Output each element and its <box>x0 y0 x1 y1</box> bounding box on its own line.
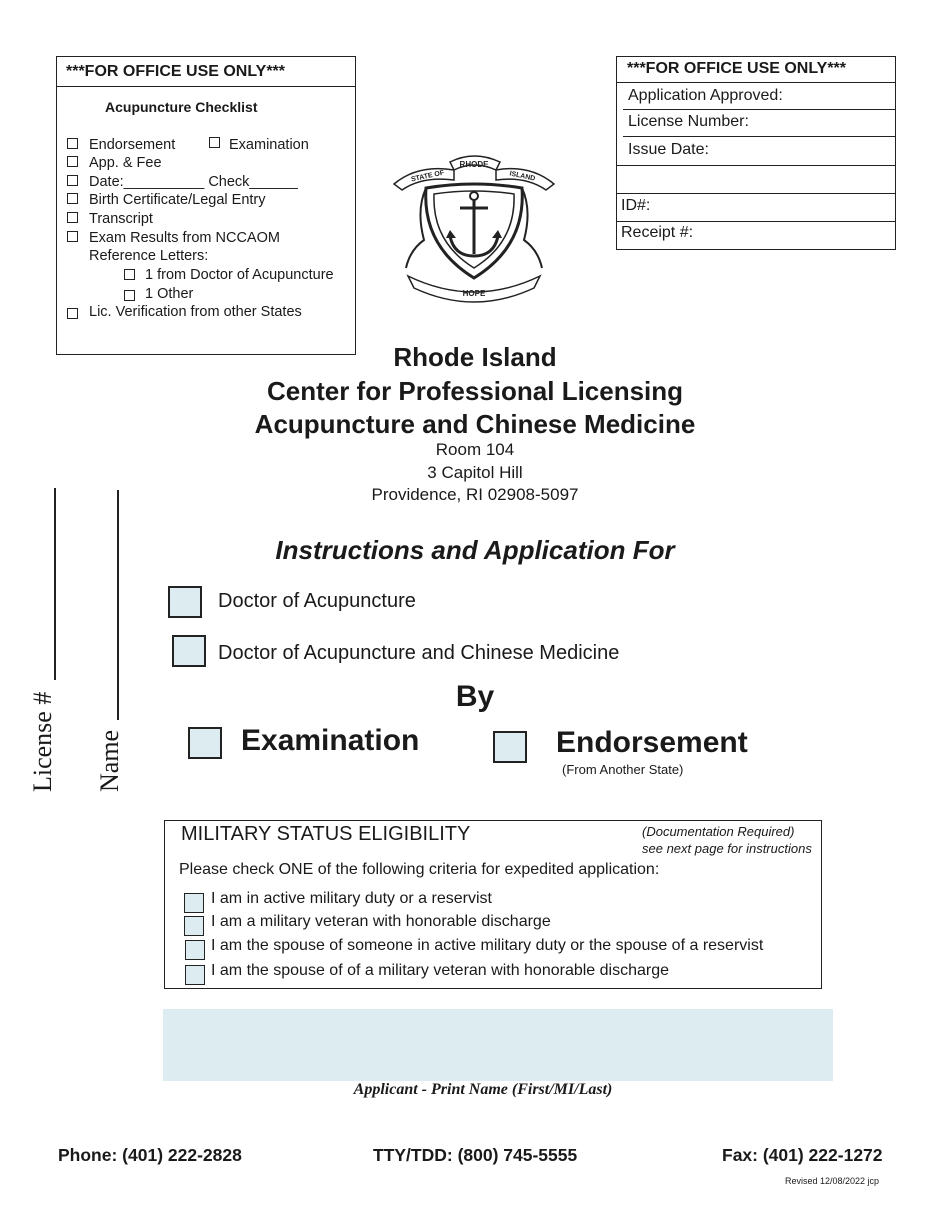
label-ref-doctor: 1 from Doctor of Acupuncture <box>145 267 334 283</box>
military-status-box <box>164 820 822 989</box>
checkbox-app-fee[interactable] <box>67 156 78 167</box>
documentation-required-note: (Documentation Required) <box>642 824 795 839</box>
title-state: Rhode Island <box>393 342 557 372</box>
checkbox-active-military[interactable] <box>184 893 204 913</box>
checkbox-ref-doctor[interactable] <box>124 269 135 280</box>
office-use-header: ***FOR OFFICE USE ONLY*** <box>57 57 355 87</box>
seal-right-text: ISLAND <box>508 170 536 183</box>
application-heading: Instructions and Application For <box>275 535 675 565</box>
label-transcript: Transcript <box>89 211 153 227</box>
label-date-check: Date:__________ Check______ <box>89 174 298 190</box>
title-center: Center for Professional Licensing <box>266 376 684 406</box>
applicant-name-caption: Applicant - Print Name (First/MI/Last) <box>353 1081 613 1098</box>
office-use-header-right: ***FOR OFFICE USE ONLY*** <box>627 60 847 77</box>
checkbox-by-examination[interactable] <box>188 727 222 759</box>
checkbox-endorsement[interactable] <box>67 138 78 149</box>
field-license-number: License Number: <box>628 113 749 130</box>
checklist-title: Acupuncture Checklist <box>105 99 258 115</box>
checkbox-military-veteran[interactable] <box>184 916 204 936</box>
checkbox-doctor-of-acupuncture[interactable] <box>168 586 202 618</box>
divider <box>617 221 895 222</box>
checkbox-spouse-active-military[interactable] <box>185 940 205 960</box>
checkbox-by-endorsement[interactable] <box>493 731 527 763</box>
label-birth-certificate: Birth Certificate/Legal Entry <box>89 192 266 208</box>
checkbox-date-check[interactable] <box>67 175 78 186</box>
military-instruction: Please check ONE of the following criteria for expedited application: <box>179 861 660 878</box>
checkbox-doctor-acupuncture-chinese-medicine[interactable] <box>172 635 206 667</box>
label-examination: Examination <box>241 724 420 757</box>
checkbox-examination[interactable] <box>209 137 220 148</box>
see-next-page-note: see next page for instructions <box>642 841 812 856</box>
address-street: 3 Capitol Hill <box>427 463 523 482</box>
footer-fax: Fax: (401) 222-1272 <box>722 1145 883 1165</box>
label-exam-results: Exam Results from NCCAOM <box>89 230 280 246</box>
checkbox-birth-certificate[interactable] <box>67 193 78 204</box>
footer-tty: TTY/TDD: (800) 745-5555 <box>373 1145 578 1165</box>
applicant-name-input[interactable] <box>163 1009 833 1081</box>
label-spouse-veteran: I am the spouse of of a military veteran with honorable discharge <box>211 962 670 979</box>
label-ref-other: 1 Other <box>145 286 194 302</box>
military-title: MILITARY STATUS ELIGIBILITY <box>181 823 471 845</box>
endorsement-note: (From Another State) <box>562 762 684 777</box>
label-endorsement: Endorsement <box>89 137 176 153</box>
checkbox-lic-verification[interactable] <box>67 308 78 319</box>
label-app-fee: App. & Fee <box>89 155 162 171</box>
checkbox-spouse-veteran[interactable] <box>185 965 205 985</box>
divider <box>617 82 895 83</box>
license-number-label: License # <box>28 691 57 792</box>
checkbox-transcript[interactable] <box>67 212 78 223</box>
label-doctor-acupuncture-chinese-medicine: Doctor of Acupuncture and Chinese Medicine <box>218 642 620 664</box>
label-examination: Examination <box>229 137 309 153</box>
field-receipt: Receipt #: <box>621 224 694 241</box>
label-doctor-of-acupuncture: Doctor of Acupuncture <box>218 590 416 612</box>
seal-left-text: STATE OF <box>410 169 445 184</box>
rhode-island-seal-logo <box>388 150 560 310</box>
label-reference-letters: Reference Letters: <box>89 248 209 264</box>
revised-date: Revised 12/08/2022 jcp <box>785 1176 880 1186</box>
footer-phone: Phone: (401) 222-2828 <box>58 1145 242 1165</box>
name-label: Name <box>95 729 124 792</box>
field-issue-date: Issue Date: <box>628 141 709 158</box>
office-use-checklist-box <box>56 56 356 355</box>
checkbox-exam-results[interactable] <box>67 231 78 242</box>
address-city: Providence, RI 02908-5097 <box>371 485 579 504</box>
address-room: Room 104 <box>435 440 515 459</box>
divider <box>623 136 895 137</box>
checkbox-ref-other[interactable] <box>124 290 135 301</box>
divider <box>617 165 895 166</box>
field-id: ID#: <box>621 197 651 214</box>
label-endorsement: Endorsement <box>556 726 748 759</box>
title-board: Acupuncture and Chinese Medicine <box>254 409 696 439</box>
label-active-military: I am in active military duty or a reservist <box>211 890 492 907</box>
divider <box>617 193 895 194</box>
field-application-approved: Application Approved: <box>628 87 783 104</box>
by-label: By <box>455 680 495 713</box>
label-lic-verification: Lic. Verification from other States <box>89 304 302 320</box>
seal-motto-text: HOPE <box>462 289 486 298</box>
label-military-veteran: I am a military veteran with honorable discharge <box>211 913 551 930</box>
license-number-line[interactable] <box>54 488 56 680</box>
divider <box>623 109 895 110</box>
office-use-record-box <box>616 56 896 250</box>
seal-top-text: RHODE <box>459 160 489 169</box>
label-spouse-active-military: I am the spouse of someone in active military duty or the spouse of a reservist <box>211 937 764 954</box>
